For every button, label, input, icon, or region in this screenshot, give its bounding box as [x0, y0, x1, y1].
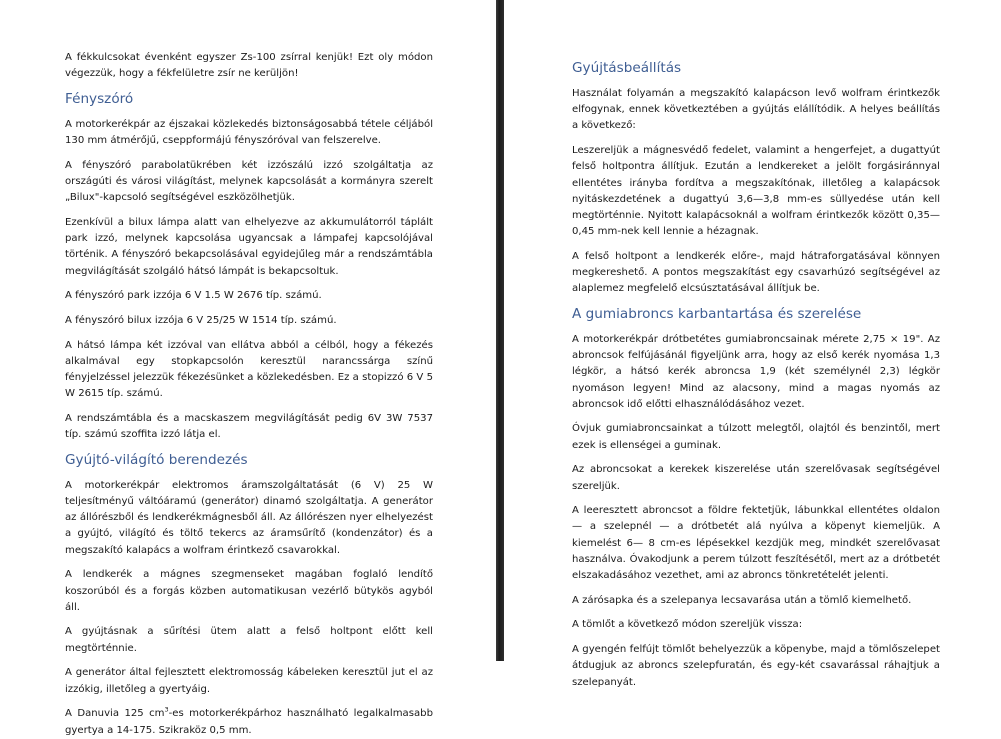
paragraph: A motorkerékpár elektromos áramszolgáltatását (6 V) 25 W teljesítményű váltóáramú (generátor) dinamó szolgáltatja. A generátor az állórészből és lendkerékmágnesből áll. Az állórészen nyer elhelyezést a gyújtó, világító és töltő tekercs az áramsűrítő (kondenzátor) és a megszakító kalapács a wolfram érintkező csavarokkal. [65, 479, 433, 556]
left-column [65, 50, 433, 739]
book-spine [496, 0, 504, 661]
paragraph: A tömlőt a következő módon szereljük vissza: [572, 619, 803, 631]
right-page [504, 0, 1001, 688]
superscript: 3 [164, 705, 169, 714]
right-column [572, 50, 940, 691]
paragraph: A fényszóró parabolatükrében két izzószálú izzó szolgáltatja az országúti és városi világítást, melynek kapcsolását a kormányra szerelt „Bilux"-kapcsoló segítségével eszközölhetjük. [65, 159, 433, 204]
paragraph: Ezenkívül a bilux lámpa alatt van elhelyezve az akkumulátorról táplált park izzó, melynek kapcsolása ugyancsak a lámpafej kapcsolójával történik. A fényszóró bekapcsolásával egyidejűleg már a rendszámtábla megvilágítását szolgáló hátsó lámpát is bekapcsoltuk. [65, 216, 433, 277]
paragraph: A fényszóró park izzója 6 V 1.5 W 2676 típ. számú. [65, 290, 322, 302]
paragraph: A motorkerékpár az éjszakai közlekedés biztonságosabbá tétele céljából 130 mm átmérőjű, cseppformájú fényszóróval van felszerelve. [65, 118, 433, 147]
paragraph: A lendkerék a mágnes szegmenseket magában foglaló lendítő koszorúból és a forgás közben automatikusan vezérlő bütykös agyból áll. [65, 569, 433, 613]
heading-tyre-maintenance: A gumiabroncs karbantartása és szerelése [572, 305, 862, 322]
paragraph: A felső holtpont a lendkerék előre-, majd hátraforgatásával könnyen megkereshető. A pontos megszakítást egy csavarhúzó segítségével az alaplemez megfelelő elcsúsztatásával állítjuk be. [572, 250, 940, 295]
paragraph: Óvjuk gumiabroncsainkat a túlzott melegtől, olajtól és benzintől, mert ezek is ellenségei a guminak. [572, 423, 940, 451]
paragraph: A generátor által fejlesztett elektromosság kábeleken keresztül jut el az izzókig, illetőleg a gyertyáig. [65, 667, 433, 695]
paragraph: Az abroncsokat a kerekek kiszerelése után szerelővasak segítségével szereljük. [572, 464, 940, 492]
intro-paragraph: A fékkulcsokat évenként egyszer Zs-100 zsírral kenjük! Ezt oly módon végezzük, hogy a fékfelületre zsír ne kerüljön! [65, 52, 433, 80]
paragraph: A leeresztett abroncsot a földre fektetjük, lábunkkal ellentétes oldalon — a szelepnél — a drótbetét alá nyúlva a köpenyt kiemeljük. A kiemelést 6— 8 cm-es lépésekkel kezdjük meg, mindkét szerelővasat használva. Óvakodjunk a perem túlzott feszítésétől, mert az a drótbetét elszakadásához vezethet, ami az abroncs tönkretételét jelenti. [572, 505, 940, 582]
paragraph-spark-plug [65, 706, 433, 738]
paragraph: A hátsó lámpa két izzóval van ellátva abból a célból, hogy a fékezés alkalmával egy stopkapcsolón keresztül narancssárga színű fényjelzéssel jelezzük fékezésünket a közlekedésben. Ez a stopizzó 6 V 5 W 2615 típ. számú. [65, 339, 433, 400]
text: A Danuvia 125 cm [65, 708, 165, 720]
paragraph: A rendszámtábla és a macskaszem megvilágítását pedig 6V 3W 7537 típ. számú szoffita izzó látja el. [65, 412, 433, 441]
paragraph: A gyújtásnak a sűrítési ütem alatt a felső holtpont előtt kell megtörténnie. [65, 626, 433, 654]
text: -es motorkerékpárhoz használható legalkalmasabb gyertya a 14-175. Szikraköz 0,5 mm. [65, 708, 433, 736]
left-page [0, 0, 496, 736]
heading-ignition-timing: Gyújtásbeállítás [572, 60, 682, 76]
paragraph: A fényszóró bilux izzója 6 V 25/25 W 1514 típ. számú. [65, 314, 337, 326]
paragraph: A zárósapka és a szelepanya lecsavarása után a tömlő kiemelhető. [572, 594, 912, 606]
paragraph: A motorkerékpár drótbetétes gumiabroncsainak mérete 2,75 × 19". Az abroncsok felfújásánál figyeljünk arra, hogy az első kerék nyomása 1,3 légkör, a hátsó kerék abroncsa 1,9 (két személynél 2,3) légkör nyomáson legyen! Mind az alacsony, mind a magas nyomás az abroncsok idő előtti elhasználódásához vezet. [572, 333, 940, 410]
paragraph: Használat folyamán a megszakító kalapácson levő wolfram érintkezők elfogynak, ennek következtében a gyújtás elállítódik. A helyes beállítás a következő: [572, 88, 940, 132]
heading-headlight: Fényszóró [65, 90, 134, 107]
paragraph: A gyengén felfújt tömlőt behelyezzük a köpenybe, majd a tömlőszelepet átdugjuk az abroncs szelepfuratán, és egy-két csavarással ráhajtjuk a szelepanyát. [572, 644, 940, 688]
paragraph: Leszereljük a mágnesvédő fedelet, valamint a hengerfejet, a dugattyút felső holtpontra állítjuk. Ezután a lendkereket a jelölt forgásiránnyal ellentétes irányba fordítva a megszakítónak, illetőleg a kalapácsok nyitáskezdetének a dugattyú 3,6—3,8 mm-es süllyedése után kell megtörténnie. Nyitott kalapácsoknál a wolfram érintkezők között 0,35—0,45 mm-nek kell lennie a hézagnak. [572, 145, 940, 238]
heading-ignition-lighting: Gyújtó-világító berendezés [65, 451, 248, 468]
